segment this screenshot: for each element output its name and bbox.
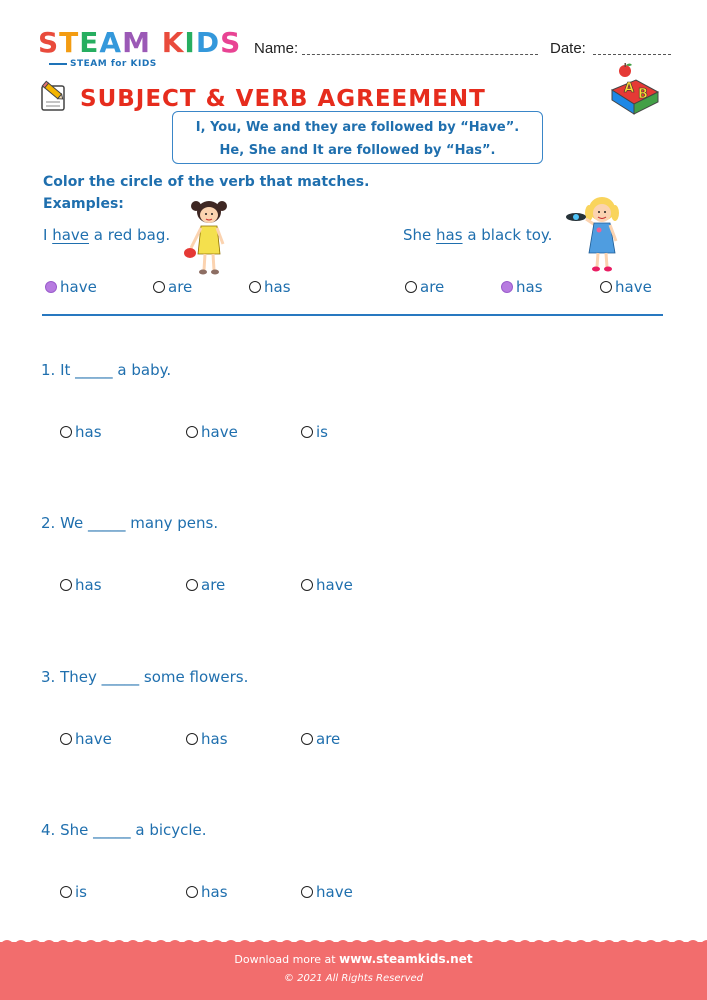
rule-box — [172, 111, 543, 164]
radio-icon — [301, 426, 313, 438]
radio-selected-icon — [501, 281, 513, 293]
example-1-option-are[interactable]: are — [153, 278, 192, 296]
instruction-text: Color the circle of the verb that matches. — [43, 174, 370, 190]
example-2-option-are[interactable]: are — [405, 278, 444, 296]
radio-icon — [301, 733, 313, 745]
radio-icon — [249, 281, 261, 293]
girl-with-bag-illustration — [183, 196, 229, 278]
radio-icon — [186, 426, 198, 438]
question-1-option-1[interactable]: has — [60, 423, 102, 441]
svg-text:A: A — [624, 81, 635, 96]
example-verb-2: has — [436, 226, 463, 244]
radio-icon — [186, 733, 198, 745]
rule-line-has: He, She and It are followed by “Has”. — [219, 143, 496, 158]
example-1-option-has[interactable]: has — [249, 278, 291, 296]
question-1-option-2[interactable]: have — [186, 423, 238, 441]
example-sentence-1: I have a red bag. — [43, 226, 171, 244]
radio-icon — [60, 426, 72, 438]
example-1-option-have[interactable]: have — [45, 278, 97, 296]
question-4-option-1[interactable]: is — [60, 883, 87, 901]
question-2-option-3[interactable]: have — [301, 576, 353, 594]
example-2-option-has[interactable]: has — [501, 278, 543, 296]
radio-icon — [60, 733, 72, 745]
footer-copyright: © 2021 All Rights Reserved — [283, 973, 424, 984]
question-4-option-3[interactable]: have — [301, 883, 353, 901]
radio-icon — [405, 281, 417, 293]
radio-icon — [301, 886, 313, 898]
question-2: 2. We _____ many pens. — [41, 514, 219, 532]
question-4: 4. She _____ a bicycle. — [41, 821, 207, 839]
date-field[interactable] — [593, 54, 671, 55]
name-field[interactable] — [302, 54, 538, 55]
example-sentence-2: She has a black toy. — [403, 226, 553, 244]
question-3-option-2[interactable]: has — [186, 730, 228, 748]
question-4-option-2[interactable]: has — [186, 883, 228, 901]
abc-book-icon — [606, 60, 664, 118]
question-1-option-3[interactable]: is — [301, 423, 328, 441]
radio-icon — [186, 579, 198, 591]
pencil-notepad-icon — [38, 80, 68, 112]
example-2-option-have[interactable]: have — [600, 278, 652, 296]
question-2-option-2[interactable]: are — [186, 576, 225, 594]
worksheet-title: SUBJECT & VERB AGREEMENT — [80, 86, 486, 112]
radio-icon — [153, 281, 165, 293]
example-verb-1: have — [52, 226, 90, 244]
rule-line-have: I, You, We and they are followed by “Have”. — [195, 120, 520, 135]
svg-text:B: B — [638, 87, 648, 102]
radio-icon — [186, 886, 198, 898]
question-3: 3. They _____ some flowers. — [41, 668, 249, 686]
radio-icon — [600, 281, 612, 293]
examples-heading: Examples: — [43, 196, 124, 212]
radio-icon — [301, 579, 313, 591]
section-divider — [42, 314, 663, 316]
question-3-option-1[interactable]: have — [60, 730, 112, 748]
question-1: 1. It _____ a baby. — [41, 361, 172, 379]
steam-kids-logo — [38, 26, 242, 72]
girl-with-toy-illustration — [562, 193, 626, 275]
date-label: Date: — [550, 40, 586, 57]
footer-download: Download more at www.steamkids.net — [234, 952, 473, 966]
radio-icon — [60, 886, 72, 898]
name-label: Name: — [254, 40, 299, 57]
logo-tagline: STEAM for KIDS — [71, 59, 238, 69]
footer-site-link[interactable]: www.steamkids.net — [339, 952, 473, 966]
radio-icon — [60, 579, 72, 591]
question-2-option-1[interactable]: has — [60, 576, 102, 594]
question-3-option-3[interactable]: are — [301, 730, 340, 748]
radio-selected-icon — [45, 281, 57, 293]
logo-wordmark: STEAM KIDS — [38, 26, 242, 59]
footer-banner — [0, 942, 707, 1000]
